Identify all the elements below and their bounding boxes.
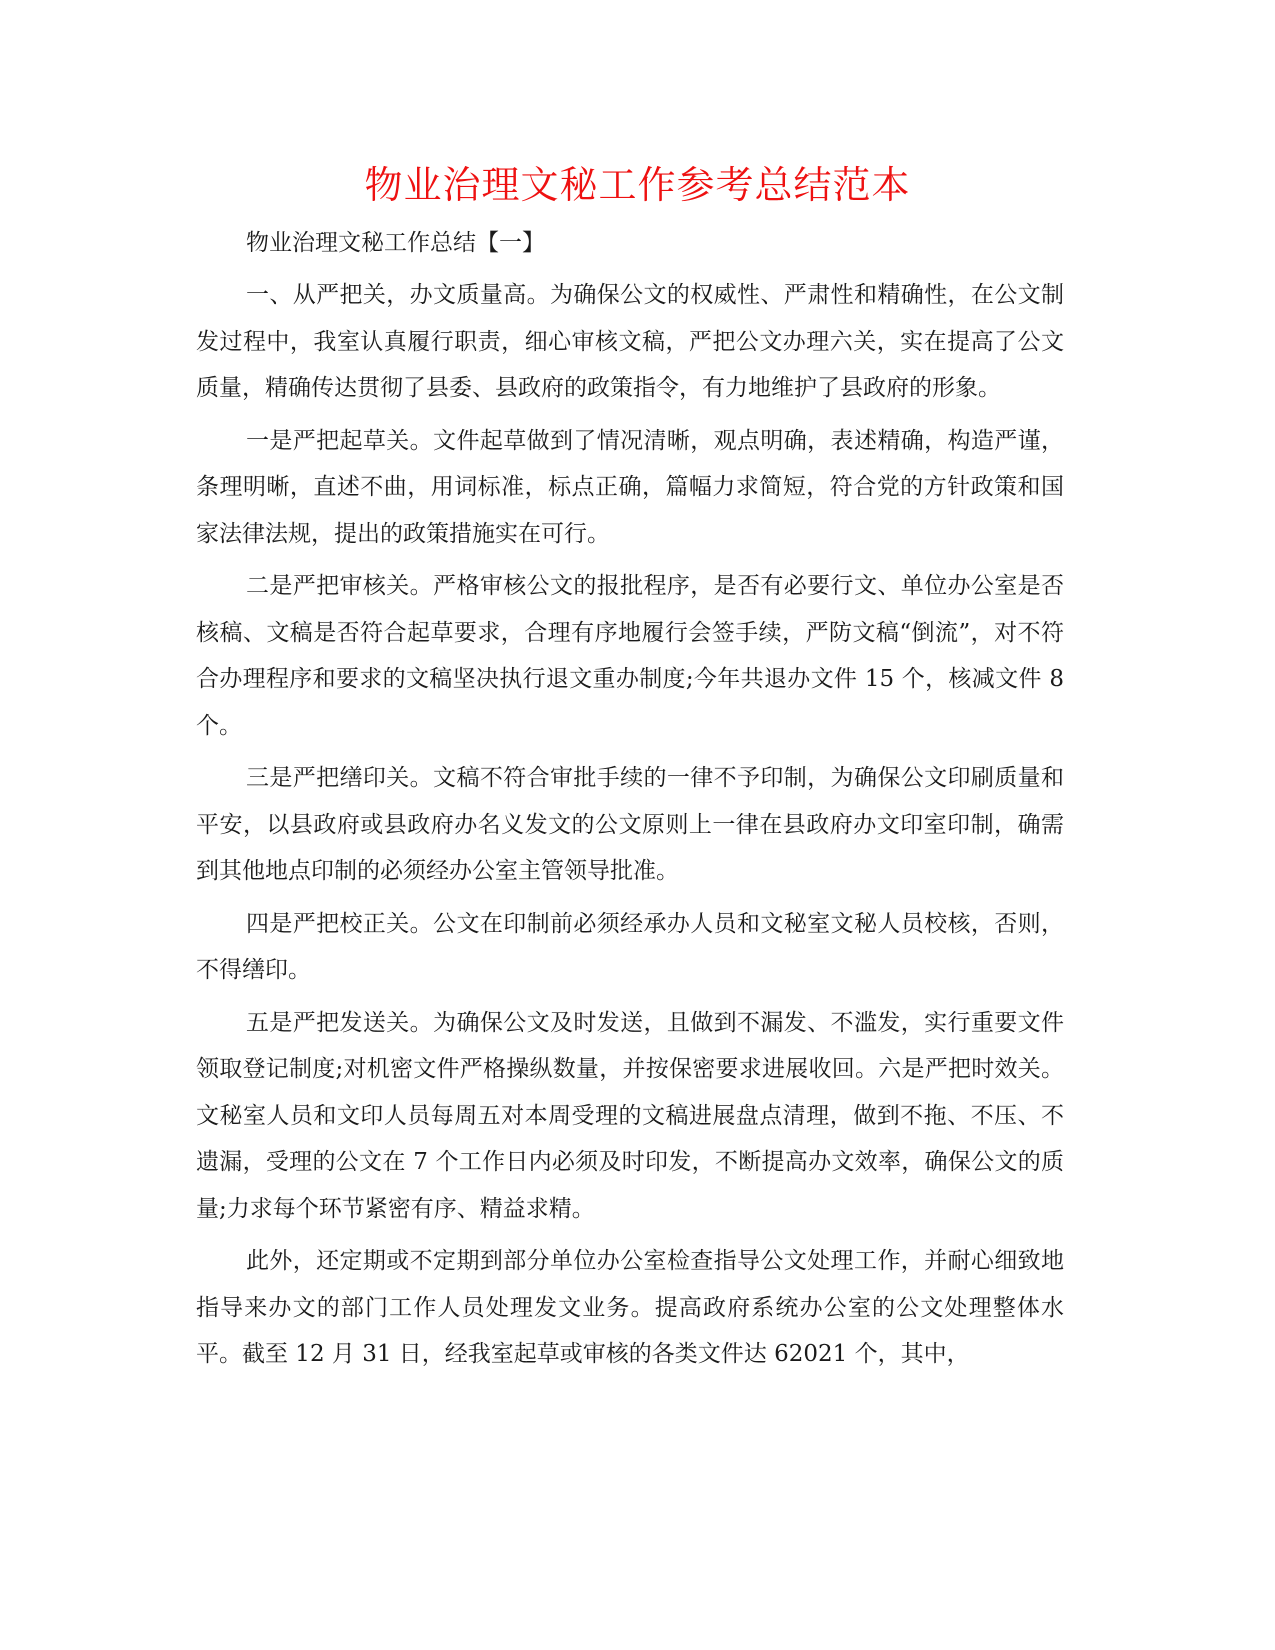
paragraph-drafting: 一是严把起草关。文件起草做到了情况清晰，观点明确，表述精确，构造严谨，条理明晰，直述不曲，用词标准，标点正确，篇幅力求简短，符合党的方针政策和国家法律法规，提出的政策措施实在可行。 — [196, 427, 1064, 547]
section-heading: 物业治理文秘工作总结【一】 — [246, 230, 545, 256]
document-title: 物业治理文秘工作参考总结范本 — [364, 163, 911, 207]
paragraph-intro: 一、从严把关，办文质量高。为确保公文的权威性、严肃性和精确性，在公文制发过程中，我室认真履行职责，细心审核文稿，严把公文办理六关，实在提高了公文质量，精确传达贯彻了县委、县政府的政策指令，有力地维护了县政府的形象。 — [196, 282, 1064, 401]
paragraph-guidance: 此外，还定期或不定期到部分单位办公室检查指导公文处理工作，并耐心细致地指导来办文的部门工作人员处理发文业务。提高政府系统办公室的公文处理整体水平。截至 12 月 31 日，经我室起草或审核的各类文件达 62021 个，其中， — [196, 1248, 1064, 1367]
paragraph-review: 二是严把审核关。严格审核公文的报批程序，是否有必要行文、单位办公室是否核稿、文稿是否符合起草要求，合理有序地履行会签手续，严防文稿“倒流”，对不符合办理程序和要求的文稿坚决执行退文重办制度;今年共退办文件 15 个，核减文件 8 个。 — [196, 573, 1064, 739]
paragraph-proofreading: 四是严把校正关。公文在印制前必须经承办人员和文秘室文秘人员校核，否则，不得缮印。 — [196, 910, 1064, 983]
document-body — [196, 221, 1064, 1384]
paragraph-dispatch: 五是严把发送关。为确保公文及时发送，且做到不漏发、不滥发，实行重要文件领取登记制度;对机密文件严格操纵数量，并按保密要求进展收回。六是严把时效关。文秘室人员和文印人员每周五对本周受理的文稿进展盘点清理，做到不拖、不压、不遗漏，受理的公文在 7 个工作日内必须及时印发，不断提高办文效率，确保公文的质量;力求每个环节紧密有序、精益求精。 — [196, 1009, 1064, 1222]
paragraph-printing: 三是严把缮印关。文稿不符合审批手续的一律不予印制，为确保公文印刷质量和平安，以县政府或县政府办名义发文的公文原则上一律在县政府办文印室印制，确需到其他地点印制的必须经办公室主管领导批准。 — [196, 765, 1064, 884]
